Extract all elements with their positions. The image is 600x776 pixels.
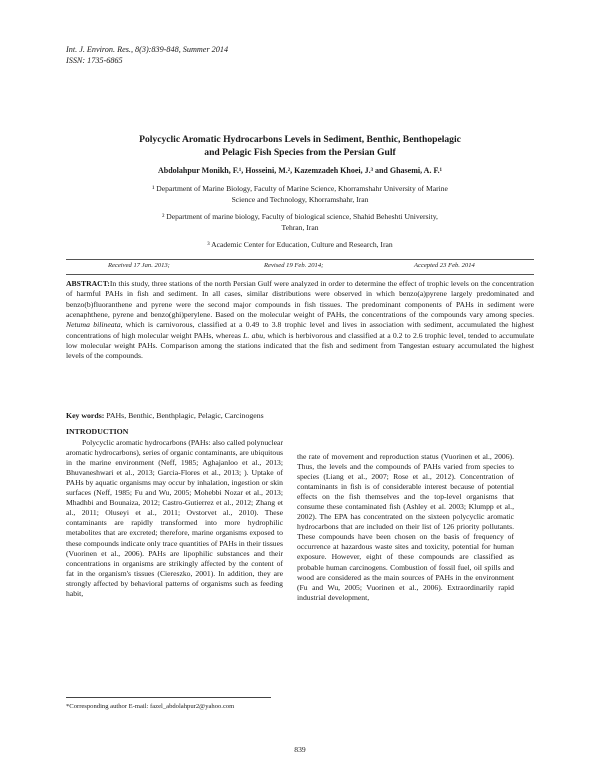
- accepted-date: Accepted 23 Feb. 2014: [414, 262, 475, 269]
- keywords-label: Key words:: [66, 411, 105, 420]
- abstract-species-2: L. abu: [243, 330, 264, 340]
- title-line-2: and Pelagic Fish Species from the Persian Gulf: [204, 147, 396, 158]
- paper-title: [70, 133, 530, 159]
- intro-paragraph-left: Polycyclic aromatic hydrocarbons (PAHs: also called polynuclear aromatic hydrocarbons), series of organic contaminants, are ubiquitous in the marine environment (Neff, 1985; Aghajanloo et al., 2013; Bhuvaneshwari et al., 2013; Garcia-Flores et al., 2013; ). Uptake of PAHs by aquatic organisms may occur by inhalation, ingestion or skin surfaces (Neff, 1985; Fu and Wu, 2005; Mohebbi Nozar et al., 2013; Mhadhbi and Bounaiza, 2012; Castro-Gutierrez et al., 2012; Zhang et al., 2011; Oluseyi et al., 2011; Ovstorvet al., 2010). These contaminants are rapidly transformed into more hydrophilic metabolites that are excreted; therefore, marine organisms exposed to these compounds indicate only trace quantities of PAHs in their tissues (Vuorinen et al., 2006). PAHs are lipophilic substances and their concentrations in organisms are strikingly affected by the content of fat in the organism's tissues (Ciereszko, 2001). In addition, they are strongly affected by behavioral patterns of organisms such as feeding habit,: [66, 438, 283, 598]
- intro-paragraph-right: the rate of movement and reproduction status (Vuorinen et al., 2006). Thus, the levels and the compounds of PAHs varied from species to species (Liang et al., 2007; Rose et al., 2012). Concentration of contaminants in fish is of considerable interest because of potential effects on the fish themselves and the top-level organisms that consume these contaminated fish (Ashley et al. 2003; Klumpp et al., 2002). The EPA has concentrated on the sixteen polycyclic aromatic hydrocarbons that are included on their list of 126 priority pollutants. These compounds have been chosen on the basis of frequency of occurrence at hazardous waste sites and toxicity, potential for human exposure. However, eight of these compounds are classified as probable human carcinogens. Combustion of fossil fuel, oil spills and wood are considered as the main sources of PAHs in the environment (Fu and Wu, 2005; Vuorinen et al., 2006). Extraordinarily rapid industrial development,: [297, 452, 514, 602]
- affiliation-2-line-1: ² Department of marine biology, Faculty of biological science, Shahid Beheshti University,: [162, 212, 438, 221]
- abstract-text-2: , which is carnivorous, classified at a 0.49 to 3.8 trophic level and lives in association with sediment, accumulated the highest concentrations of high molecular weight PAHs, whereas: [66, 320, 535, 340]
- abstract: [66, 279, 534, 362]
- intro-left-column: [66, 427, 283, 599]
- journal-header: [66, 44, 228, 66]
- page-number: 839: [294, 745, 306, 754]
- journal-citation: Int. J. Environ. Res., 8(3):839-848, Summer 2014: [66, 45, 229, 54]
- abstract-text-3: , which is herbivorous and classified at a 0.2 to 2.6 trophic level, tended to accumulate low molecular weight PAHs. Comparison among the stations indicated that the fish and sediment from Tangestan estuary accumulated the highest levels of the compounds.: [66, 330, 534, 361]
- affiliation-3: [100, 240, 500, 251]
- title-line-1: Polycyclic Aromatic Hydrocarbons Levels in Sediment, Benthic, Benthopelagic: [139, 134, 461, 145]
- affiliation-3-line-1: ³ Academic Center for Education, Culture and Research, Iran: [207, 240, 393, 249]
- abstract-text-1: In this study, three stations of the north Persian Gulf were analyzed in order to determine the effect of trophic levels on the concentration of harmful PAHs in fish and sediment. In all cases, similar distributions were observed in which benzo(a)pyrene largely predominated and benzo(b)fluoranthene and pyrene were the second major compounds in fish tissues. The predominant components of PAHs in sediment were acenaphthene, pyrene and benzo(ghi)perylene. Based on the molecular weight of PAHs, the concentrations of the compounds vary among species.: [66, 279, 534, 320]
- keywords: [66, 411, 264, 420]
- affiliation-2-line-2: Tehran, Iran: [281, 222, 319, 232]
- revised-date: Revised 19 Feb. 2014;: [264, 262, 324, 269]
- affiliation-1: [100, 184, 500, 205]
- footnote-divider: [66, 697, 271, 698]
- affiliation-2: [100, 212, 500, 233]
- authors: Abdolahpur Monikh, F.¹, Hosseini, M.², Kazemzadeh Khoei, J.³ and Ghasemi, A. F.¹: [157, 166, 442, 175]
- affiliation-1-line-2: Science and Technology, Khorramshahr, Iran: [231, 194, 369, 204]
- keywords-text: PAHs, Benthic, Benthplagic, Pelagic, Carcinogens: [104, 411, 264, 420]
- received-date: Received 17 Jan. 2013;: [108, 262, 170, 269]
- introduction-heading: INTRODUCTION: [66, 427, 129, 436]
- top-divider: [66, 259, 534, 260]
- abstract-species-1: Netuma bilineata: [66, 320, 121, 330]
- abstract-label: ABSTRACT:: [66, 279, 110, 288]
- corresponding-author-footnote: *Corresponding author E-mail: fazel_abdolahpur2@yahoo.com: [66, 703, 235, 710]
- dates-divider: [66, 274, 534, 275]
- intro-right-column: [297, 452, 514, 603]
- issn: ISSN: 1735-6865: [66, 56, 123, 65]
- affiliation-1-line-1: ¹ Department of Marine Biology, Faculty of Marine Science, Khorramshahr University of Marine: [152, 184, 448, 193]
